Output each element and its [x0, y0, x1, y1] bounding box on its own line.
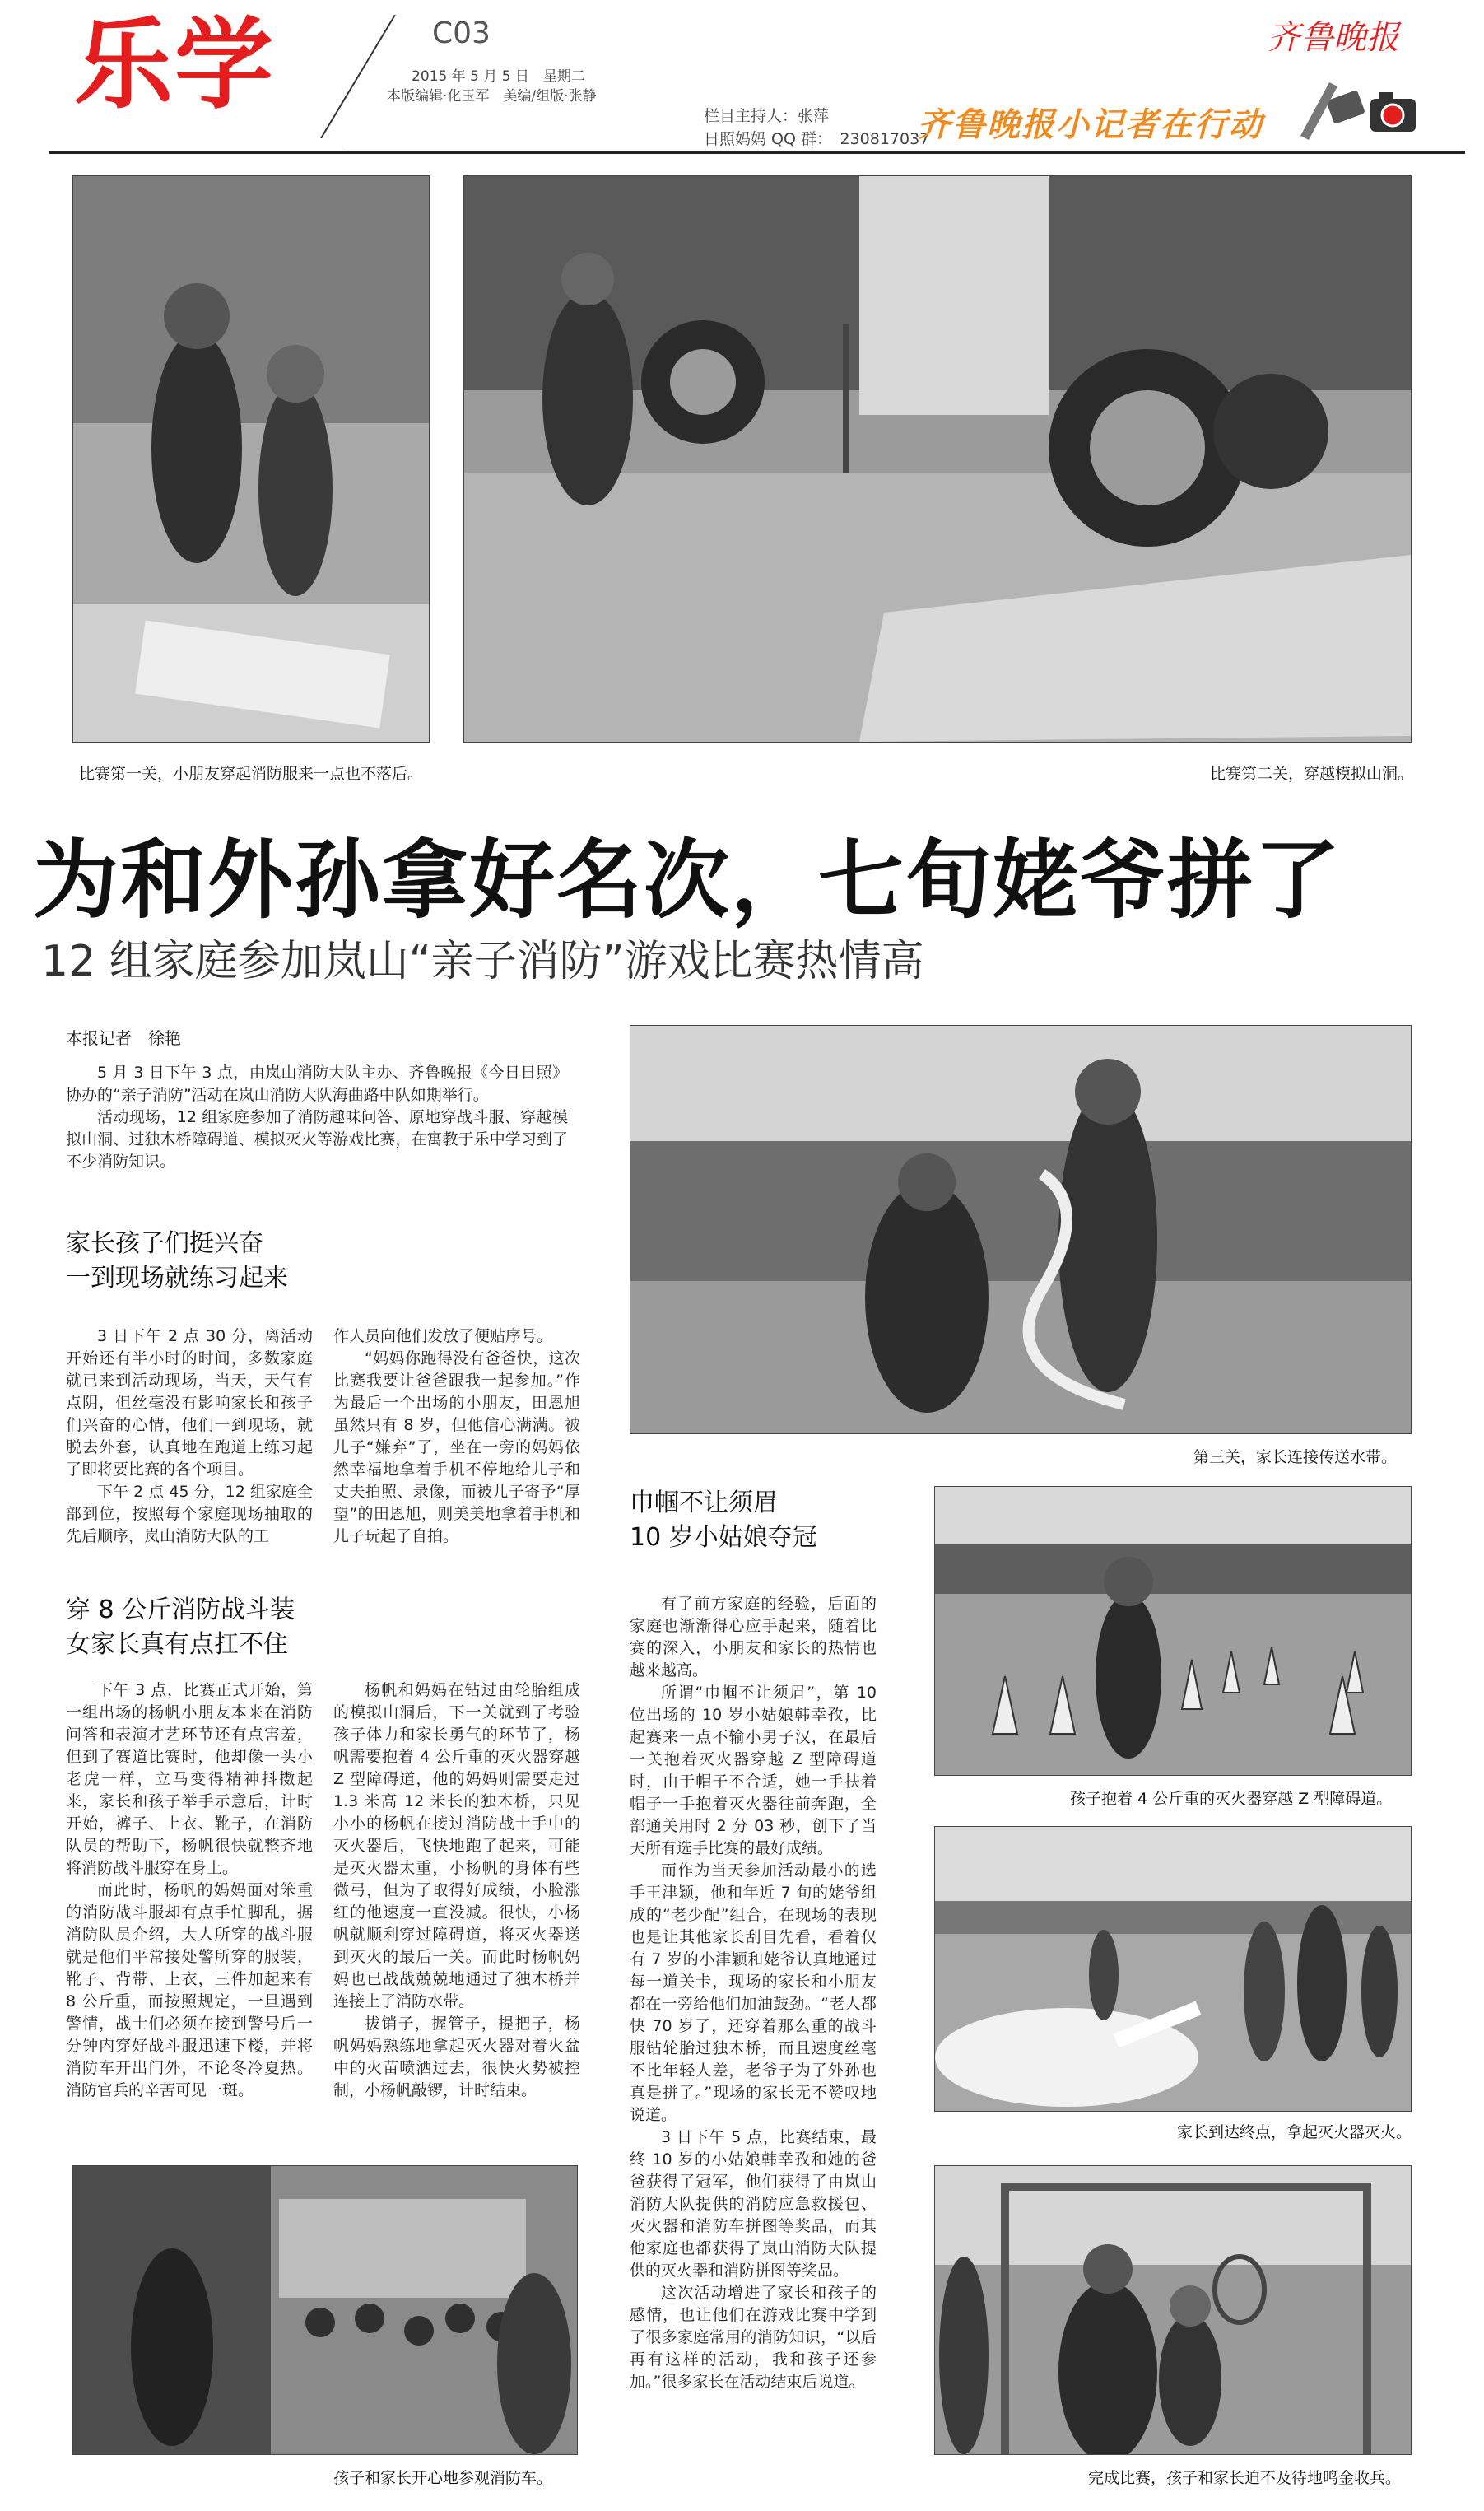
section1-paragraph-1: 3 日下午 2 点 30 分，离活动开始还有半小时的时间，多数家庭就已来到活动现场，当天，天气有点阴，但丝毫没有影响家长和孩子们兴奋的心情，他们一到现场，就脱去外套，认真地在跑道上练习起了即将要比赛的各个项目。	[66, 1327, 313, 1479]
section2-col1	[66, 1679, 313, 2102]
section1-heading-line2: 一到现场就练习起来	[66, 1264, 288, 1293]
section2-paragraph-1: 下午 3 点，比赛正式开始，第一组出场的杨帆小朋友本来在消防问答和表演才艺环节还有点害羞，但到了赛道比赛时，他却像一头小老虎一样，立马变得精神抖擞起来，家长和孩子举手示意后，计时开始，裤子、上衣、靴子，在消防队员的帮助下，杨帆很快就整齐地将消防战斗服穿在身上。	[66, 1681, 313, 1877]
header-rule	[49, 151, 1465, 154]
section1-col2	[333, 1325, 580, 1548]
byline: 本报记者 徐艳	[66, 1028, 181, 1048]
caption-finish: 完成比赛，孩子和家长迫不及待地鸣金收兵。	[1088, 2469, 1402, 2487]
section1-paragraph-4: “妈妈你跑得没有爸爸快，这次比赛我要让爸爸跟我一起参加。”作为最后一个出场的小朋友，田恩旭虽然只有 8 岁，但他信心满满。被儿子“嫌弃”了，坐在一旁的妈妈依然幸福地拿着手机不停地给儿子和丈夫拍照、录像，而被儿子寄予“厚望”的田恩旭，则美美地拿着手机和儿子玩起了自拍。	[333, 1349, 580, 1545]
section3-paragraph-4: 3 日下午 5 点，比赛结束，最终 10 岁的小姑娘韩幸孜和她的爸爸获得了冠军，他们获得了由岚山消防大队提供的消防应急救援包、灭火器和消防车拼图等奖品，而其他家庭也都获得了岚山消防大队提供的灭火器和消防拼图等奖品。	[630, 2128, 877, 2280]
section3-heading-line1: 巾帼不让须眉	[630, 1488, 778, 1517]
section2-paragraph-3: 杨帆和妈妈在钻过由轮胎组成的模拟山洞后，下一关就到了考验孩子体力和家长勇气的环节了，杨帆需要抱着 4 公斤重的灭火器穿越 Z 型障碍道，他的妈妈则需要走过 1.3 米高 12 米长的独木桥，只见小小的杨帆在接过消防战士手中的灭火器后，飞快地跑了起来，可能是灭火器太重，小杨帆的身体有些微弓，但为了取得好成绩，小脸涨红的他速度一直没减。很快，小杨帆就顺利穿过障碍道，将灭火器送到灭火的最后一关。而此时杨帆妈妈也已战战兢兢地通过了独木桥并连接上了消防水带。	[333, 1681, 580, 2010]
section2-paragraph-4: 拔销子，握管子，提把子，杨帆妈妈熟练地拿起灭火器对着火盆中的火苗喷洒过去，很快火势被控制，小杨帆敲锣，计时结束。	[333, 2015, 580, 2099]
section3-column	[630, 1593, 877, 2393]
section2-heading-line2: 女家长真有点扛不住	[66, 1630, 288, 1659]
photo-second-stage	[463, 175, 1412, 743]
page-number: C03	[432, 16, 491, 50]
header-slash-decoration	[313, 15, 403, 138]
host-line: 栏目主持人：张萍	[704, 107, 830, 125]
caption-first-stage: 比赛第一关，小朋友穿起消防服来一点也不落后。	[79, 765, 424, 783]
reporter-banner: 齐鲁晚报小记者在行动	[918, 106, 1263, 144]
section2-heading-line1: 穿 8 公斤消防战斗装	[66, 1596, 295, 1624]
photo-third-stage	[630, 1025, 1412, 1434]
caption-fire-truck: 孩子和家长开心地参观消防车。	[333, 2469, 553, 2487]
section2-heading	[66, 1593, 295, 1662]
qq-line: 日照妈妈 QQ 群： 230817037	[704, 130, 930, 148]
lead-paragraph-2: 活动现场，12 组家庭参加了消防趣味问答、原地穿战斗服、穿越模拟山洞、过独木桥障碍道、模拟灭火等游戏比赛，在寓教于乐中学习到了不少消防知识。	[66, 1108, 568, 1171]
section3-paragraph-2: 所谓“巾帼不让须眉”，第 10 位出场的 10 岁小姑娘韩幸孜，比起赛来一点不输小男子汉，在最后一关抱着灭火器穿越 Z 型障碍道时，由于帽子不合适，她一手扶着帽子一手抱着灭火器往前奔跑，全部通关用时 2 分 03 秒，创下了当天所有选手比赛的最好成绩。	[630, 1684, 877, 1857]
lead-block	[66, 1062, 568, 1173]
section3-paragraph-1: 有了前方家庭的经验，后面的家庭也渐渐得心应手起来，随着比赛的深入，小朋友和家长的热情也越来越高。	[630, 1595, 877, 1679]
headline: 为和外孙拿好名次，七旬姥爷拼了	[33, 830, 1342, 930]
subheadline: 12 组家庭参加岚山“亲子消防”游戏比赛热情高	[41, 937, 924, 986]
photo-finish	[934, 2165, 1412, 2455]
section3-heading-line2: 10 岁小姑娘夺冠	[630, 1523, 817, 1552]
caption-second-stage: 比赛第二关，穿越模拟山洞。	[1210, 765, 1414, 783]
section3-paragraph-5: 这次活动增进了家长和孩子的感情，也让他们在游戏比赛中学到了很多家庭常用的消防知识，“以后再有这样的活动，我和孩子还参加。”很多家长在活动结束后说道。	[630, 2284, 877, 2391]
section2-col2	[333, 1679, 580, 2102]
photo-extinguish	[934, 1826, 1412, 2112]
caption-extinguish: 家长到达终点，拿起灭火器灭火。	[1177, 2123, 1412, 2141]
lead-paragraph-1: 5 月 3 日下午 3 点，由岚山消防大队主办、齐鲁晚报《今日日照》协办的“亲子消防”活动在岚山消防大队海曲路中队如期举行。	[66, 1064, 568, 1104]
section1-col1	[66, 1325, 313, 1548]
photo-z-obstacle	[934, 1486, 1412, 1776]
date-line: 2015 年 5 月 5 日 星期二	[412, 68, 585, 85]
photo-first-stage	[72, 175, 430, 743]
newspaper-brand: 齐鲁晚报	[1268, 19, 1399, 57]
section-logo: 乐学	[74, 8, 275, 123]
section1-paragraph-3: 作人员向他们发放了便贴序号。	[333, 1327, 553, 1345]
section3-heading	[630, 1486, 817, 1555]
section2-paragraph-2: 而此时，杨帆的妈妈面对笨重的消防战斗服却有点手忙脚乱，据消防队员介绍，大人所穿的战斗服就是他们平常接处警所穿的服装，靴子、背带、上衣，三件加起来有 8 公斤重，而按照规定，一旦遇到警情，战士们必须在接到警号后一分钟内穿好战斗服迅速下楼，并将消防车开出门外，不论冬冷夏热。消防官兵的辛苦可见一斑。	[66, 1881, 313, 2099]
caption-third-stage: 第三关，家长连接传送水带。	[1193, 1448, 1398, 1466]
editor-line: 本版编辑·化玉军 美编/组版·张静	[387, 88, 597, 105]
caption-z-obstacle: 孩子抱着 4 公斤重的灭火器穿越 Z 型障碍道。	[1070, 1790, 1393, 1808]
section1-heading-line1: 家长孩子们挺兴奋	[66, 1229, 263, 1258]
section1-paragraph-2: 下午 2 点 45 分，12 组家庭全部到位，按照每个家庭现场抽取的先后顺序，岚山消防大队的工	[66, 1483, 313, 1545]
camera-icon	[1296, 70, 1420, 148]
section1-heading	[66, 1227, 288, 1296]
photo-fire-truck	[72, 2165, 578, 2455]
section3-paragraph-3: 而作为当天参加活动最小的选手王津颖，他和年近 7 旬的姥爷组成的“老少配”组合，在现场的表现也是让其他家长刮目先看，看着仅有 7 岁的小津颖和姥爷认真地通过每一道关卡，现场的家长和小朋友都在一旁给他们加油鼓劲。“老人都快 70 岁了，还穿着那么重的战斗服钻轮胎过独木桥，而且速度丝毫不比年轻人差，老爷子为了外孙也真是拼了。”现场的家长无不赞叹地说道。	[630, 1861, 877, 2124]
